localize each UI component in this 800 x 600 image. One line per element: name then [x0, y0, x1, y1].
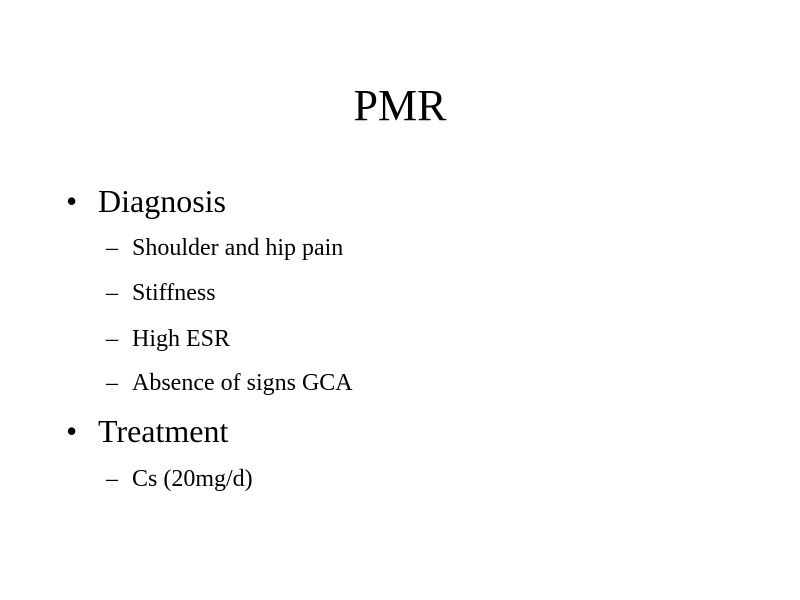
bullet-icon: •	[66, 183, 78, 219]
sub-item-absence-of-signs-gca	[106, 368, 353, 398]
bullet-item-diagnosis	[66, 181, 226, 221]
sub-item-cs-dose	[106, 464, 253, 494]
sub-item-text: High ESR	[132, 326, 231, 352]
bullet-heading: Treatment	[98, 413, 229, 449]
sub-item-text: Shoulder and hip pain	[132, 235, 344, 261]
dash-icon: –	[106, 280, 118, 306]
sub-item-high-esr	[106, 324, 230, 354]
slide-title: PMR	[353, 81, 447, 130]
dash-icon: –	[106, 466, 118, 492]
sub-item-text: Stiffness	[132, 280, 216, 306]
dash-icon: –	[106, 235, 118, 261]
sub-item-shoulder-hip-pain	[106, 233, 343, 263]
bullet-icon: •	[66, 413, 78, 449]
dash-icon: –	[106, 326, 118, 352]
sub-item-text: Absence of signs GCA	[132, 370, 353, 396]
bullet-heading: Diagnosis	[98, 183, 226, 219]
bullet-item-treatment	[66, 411, 228, 451]
sub-item-stiffness	[106, 278, 216, 308]
dash-icon: –	[106, 370, 118, 396]
sub-item-text: Cs (20mg/d)	[132, 466, 253, 492]
